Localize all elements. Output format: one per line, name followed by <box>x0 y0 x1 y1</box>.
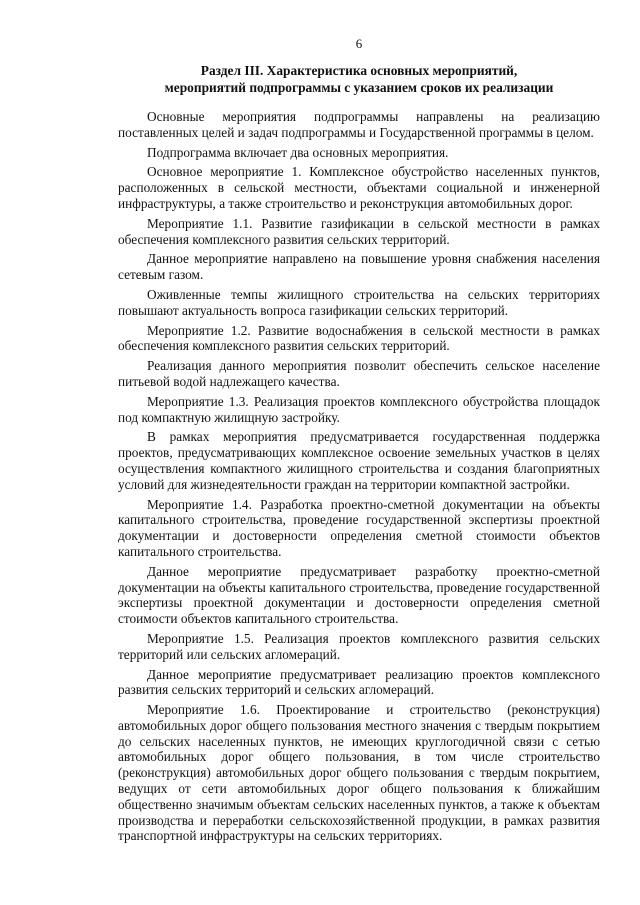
section-heading <box>118 62 600 96</box>
page-number: 6 <box>355 36 363 51</box>
paragraph: Мероприятие 1.3. Реализация проектов комплексного обустройства площадок под компактную жилищную застройку. <box>118 393 600 425</box>
paragraph: Мероприятие 1.1. Развитие газификации в сельской местности в рамках обеспечения комплексного развития сельских территорий. <box>118 215 600 247</box>
paragraph: Мероприятие 1.2. Развитие водоснабжения в сельской местности в рамках обеспечения комплексного развития сельских территорий. <box>118 322 600 354</box>
section-heading-line-2: мероприятий подпрограммы с указанием сроков их реализации <box>164 80 554 95</box>
paragraph: Данное мероприятие предусматривает реализацию проектов комплексного развития сельских территорий и сельских агломераций. <box>118 666 600 698</box>
body-text <box>118 109 600 844</box>
paragraph: Подпрограмма включает два основных мероприятия. <box>147 144 449 160</box>
paragraph: Мероприятие 1.6. Проектирование и строительство (реконструкция) автомобильных дорог общего пользования местного значения с твердым покрытием до сельских населенных пунктов, не имеющих круглогодичной связи с сетью автомобильных дорог общего пользования, в том числе строительство (реконструкция) автомобильных дорог общего пользования с твердым покрытием, ведущих от сети автомобильных дорог общего пользования к ближайшим общественно значимым объектам сельских населенных пунктов, а также к объектам производства и переработки сельскохозяйственной продукции, в рамках развития транспортной инфраструктуры на сельских территориях. <box>118 702 600 844</box>
paragraph: Мероприятие 1.4. Разработка проектно-сметной документации на объекты капитального строительства, проведение государственной экспертизы проектной документации и достоверности определения сметной стоимости объектов капитального строительства. <box>118 496 600 559</box>
paragraph: Данное мероприятие предусматривает разработку проектно-сметной документации на объекты капитального строительства, проведение государственной экспертизы проектной документации и достоверности определения сметной стоимости объектов капитального строительства. <box>118 563 600 627</box>
section-heading-line-1: Раздел III. Характеристика основных мероприятий, <box>200 63 518 78</box>
paragraph: Реализация данного мероприятия позволит обеспечить сельское население питьевой водой надлежащего качества. <box>118 358 600 389</box>
paragraph: В рамках мероприятия предусматривается государственная поддержка проектов, предусматривающих комплексное освоение земельных участков в целях осуществления компактного жилищного строительства и создания благоприятных условий для жизнедеятельности граждан на территории компактной застройки. <box>118 429 600 492</box>
paragraph: Мероприятие 1.5. Реализация проектов комплексного развития сельских территорий или сельских агломераций. <box>118 630 600 662</box>
paragraph: Основное мероприятие 1. Комплексное обустройство населенных пунктов, расположенных в сельской местности, объектами социальной и инженерной инфраструктуры, а также строительство и реконструкция автомобильных дорог. <box>118 164 600 211</box>
paragraph: Основные мероприятия подпрограммы направлены на реализацию поставленных целей и задач подпрограммы и Государственной программы в целом. <box>118 109 600 140</box>
paragraph: Оживленные темпы жилищного строительства на сельских территориях повышают актуальность вопроса газификации сельских территорий. <box>118 286 600 318</box>
paragraph: Данное мероприятие направлено на повышение уровня снабжения населения сетевым газом. <box>118 251 600 283</box>
